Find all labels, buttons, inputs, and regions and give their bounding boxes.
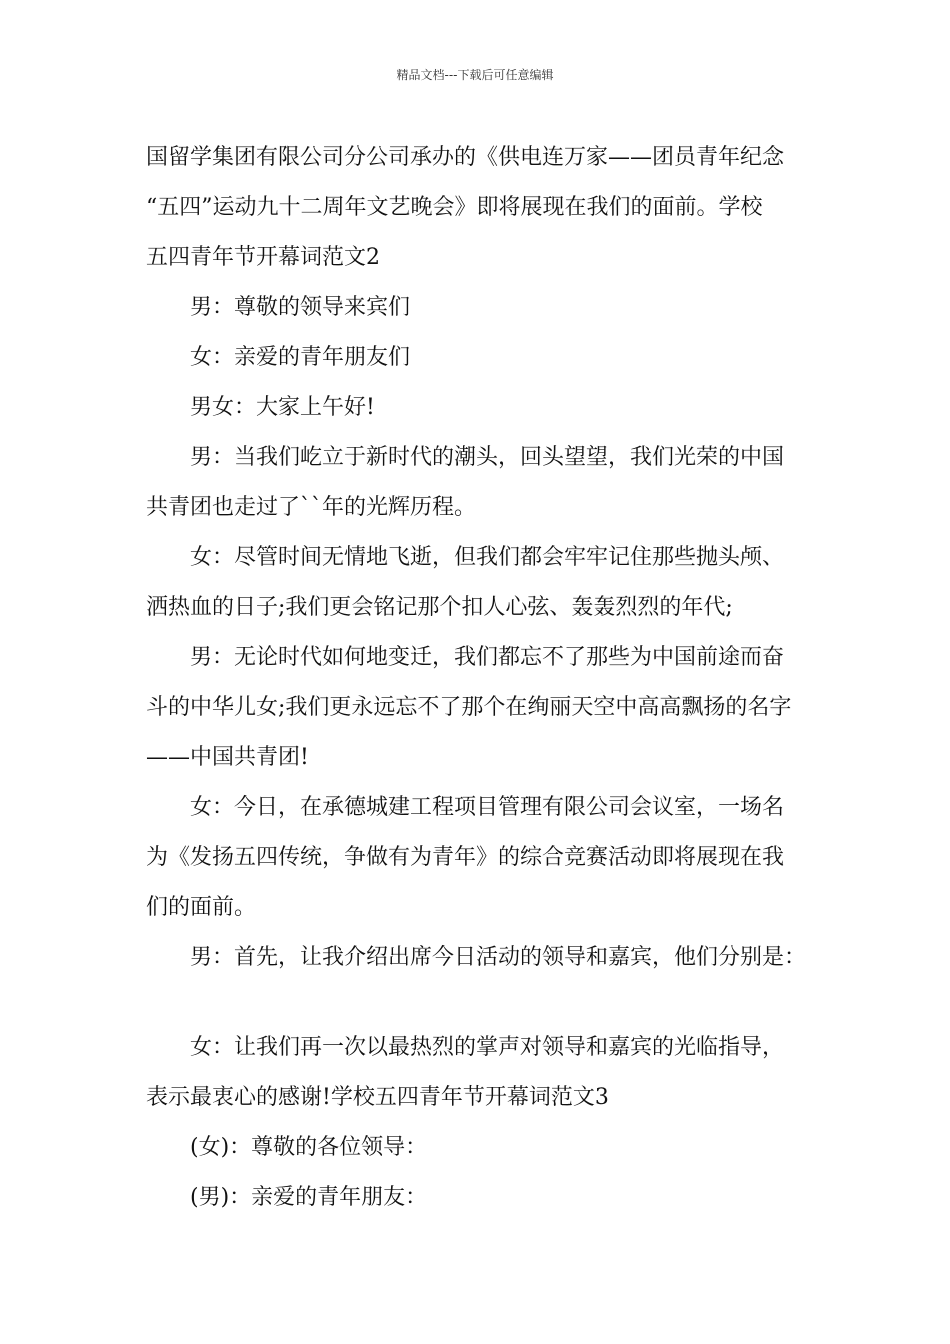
text-line: 男：无论时代如何地变迁，我们都忘不了那些为中国前途而奋 bbox=[190, 645, 785, 670]
page-header: 精品文档---下载后可任意编辑 bbox=[396, 68, 554, 82]
text-line: 斗的中华儿女;我们更永远忘不了那个在绚丽天空中高高飘扬的名字 bbox=[146, 695, 792, 720]
text-line: 为《发扬五四传统，争做有为青年》的综合竞赛活动即将展现在我 bbox=[146, 845, 785, 870]
text-line: 们的面前。 bbox=[146, 895, 257, 920]
text-line: 女：亲爱的青年朋友们 bbox=[190, 345, 411, 370]
text-line: 洒热血的日子;我们更会铭记那个扣人心弦、轰轰烈烈的年代; bbox=[146, 595, 733, 620]
blank-gap bbox=[146, 983, 826, 1023]
text-line: 男：当我们屹立于新时代的潮头，回头望望，我们光荣的中国 bbox=[190, 445, 785, 470]
document-body bbox=[146, 133, 826, 1223]
text-line: “五四”运动九十二周年文艺晚会》即将展现在我们的面前。学校 bbox=[146, 195, 763, 220]
text-line: 五四青年节开幕词范文2 bbox=[146, 245, 380, 270]
text-line: 女：尽管时间无情地飞逝，但我们都会牢牢记住那些抛头颅、 bbox=[190, 545, 785, 570]
text-line: 国留学集团有限公司分公司承办的《供电连万家——团员青年纪念 bbox=[146, 145, 785, 170]
text-line: (女)：尊敬的各位领导： bbox=[190, 1135, 428, 1160]
text-line: 表示最衷心的感谢!学校五四青年节开幕词范文3 bbox=[146, 1085, 609, 1110]
text-line: 女：让我们再一次以最热烈的掌声对领导和嘉宾的光临指导， bbox=[190, 1035, 785, 1060]
text-line: 共青团也走过了``年的光辉历程。 bbox=[146, 495, 477, 520]
text-line: ——中国共青团! bbox=[146, 745, 309, 770]
text-line: (男)：亲爱的青年朋友： bbox=[190, 1185, 428, 1210]
text-line: 男：尊敬的领导来宾们 bbox=[190, 295, 411, 320]
text-line: 男：首先，让我介绍出席今日活动的领导和嘉宾，他们分别是： bbox=[190, 945, 807, 970]
text-line: 女：今日，在承德城建工程项目管理有限公司会议室，一场名 bbox=[190, 795, 785, 820]
text-line: 男女：大家上午好! bbox=[190, 395, 375, 420]
